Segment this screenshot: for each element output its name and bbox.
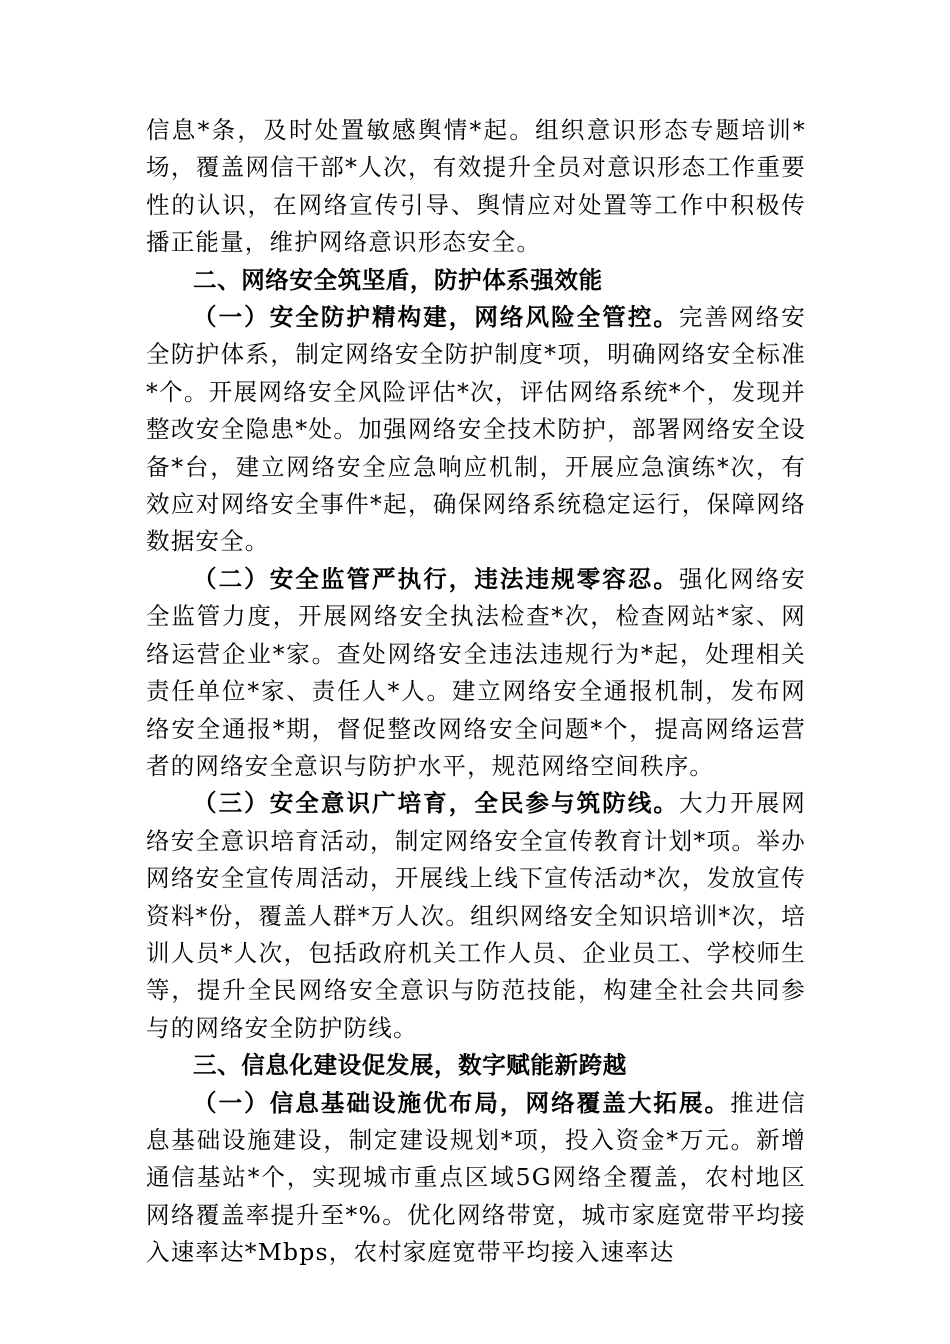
section-heading-informatization: 三、信息化建设促发展，数字赋能新跨越 [193,1051,627,1080]
paragraph-continued: 信息*条，及时处置敏感舆情*起。组织意识形态专题培训*场，覆盖网信干部*人次，有效提升全员对意识形态工作重要性的认识，在网络宣传引导、舆情应对处置等工作中积极传播正能量，维护网络意识形态安全。 [146,116,806,257]
section-heading-network-security: 二、网络安全筑坚盾，防护体系强效能 [193,265,603,294]
paragraph-security-protection [146,299,806,561]
subsection-lead: （一）信息基础设施优布局，网络覆盖大拓展。 [193,1088,731,1117]
subsection-lead: （三）安全意识广培育，全民参与筑防线。 [193,789,679,818]
paragraph-infrastructure [146,1085,806,1272]
subsection-body: 完善网络安全防护体系，制定网络安全防护制度*项，明确网络安全标准*个。开展网络安全风险评估*次，评估网络系统*个，发现并整改安全隐患*处。加强网络安全技术防护，部署网络安全设备*台，建立网络安全应急响应机制，开展应急演练*次，有效应对网络安全事件*起，确保网络系统稳定运行，保障网络数据安全。 [146,303,806,556]
paragraph-security-awareness [146,785,806,1047]
paragraph-security-supervision [146,561,806,785]
subsection-body: 强化网络安全监管力度，开展网络安全执法检查*次，检查网站*家、网络运营企业*家。查处网络安全违法违规行为*起，处理相关责任单位*家、责任人*人。建立网络安全通报机制，发布网络安全通报*期，督促整改网络安全问题*个，提高网络运营者的网络安全意识与防护水平，规范网络空间秩序。 [146,564,806,780]
document-page [146,112,806,1272]
subsection-lead: （二）安全监管严执行，违法违规零容忍。 [193,564,679,593]
subsection-body: 大力开展网络安全意识培育活动，制定网络安全宣传教育计划*项。举办网络安全宣传周活动，开展线上线下宣传活动*次，发放宣传资料*份，覆盖人群*万人次。组织网络安全知识培训*次，培训人员*人次，包括政府机关工作人员、企业员工、学校师生等，提升全民网络安全意识与防范技能，构建全社会共同参与的网络安全防护防线。 [146,789,806,1042]
subsection-lead: （一）安全防护精构建，网络风险全管控。 [193,303,679,332]
subsection-body: 推进信息基础设施建设，制定建设规划*项，投入资金*万元。新增通信基站*个，实现城市重点区域5G网络全覆盖，农村地区网络覆盖率提升至*%。优化网络带宽，城市家庭宽带平均接入速率达*Mbps，农村家庭宽带平均接入速率达 [146,1088,806,1267]
